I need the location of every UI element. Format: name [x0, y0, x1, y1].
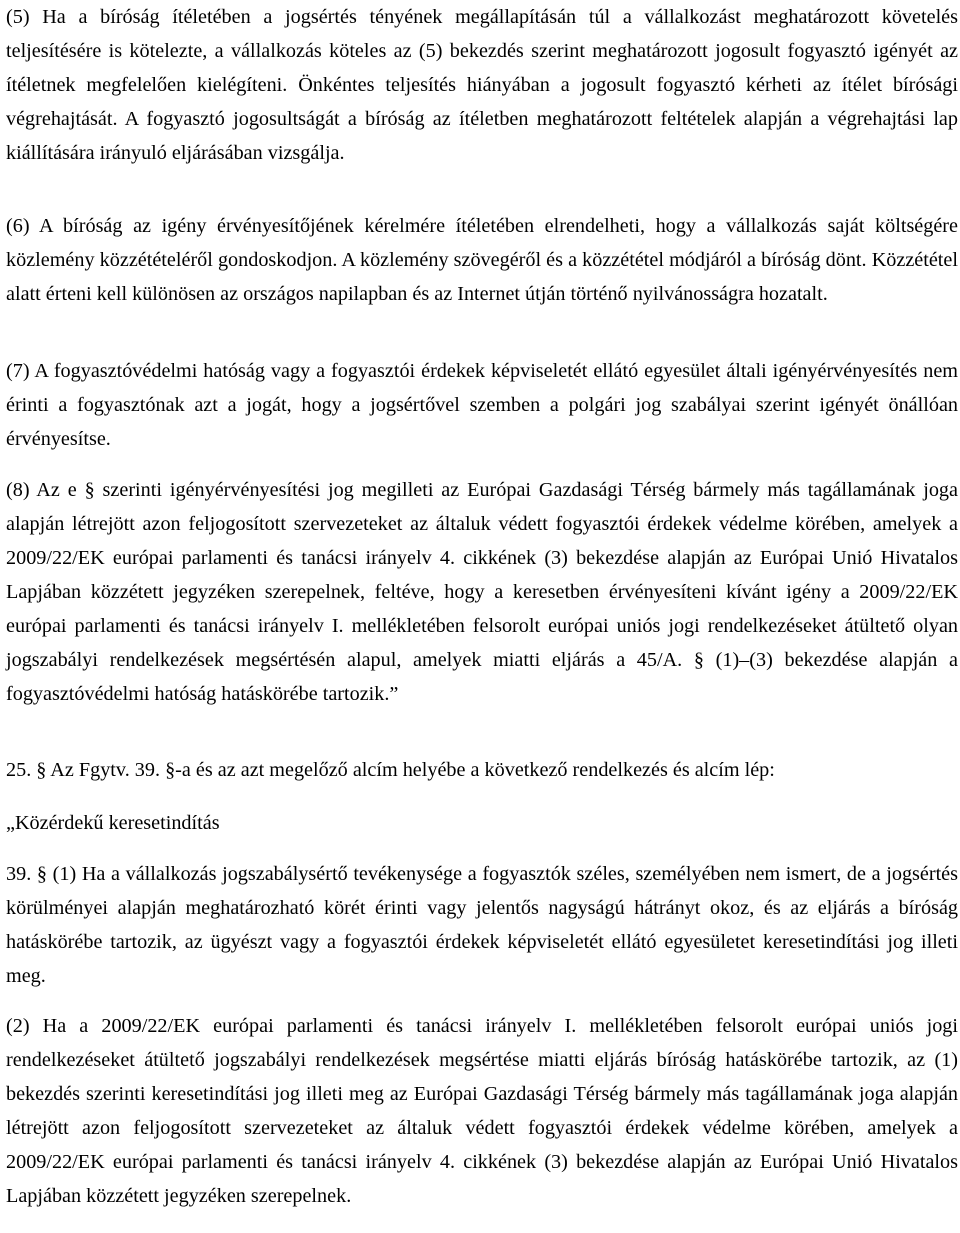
section-25-amendment: 25. § Az Fgytv. 39. §-a és az azt megelőző alcím helyébe a következő rendelkezés és alcím lép: [6, 759, 775, 781]
paragraph-5: (5) Ha a bíróság ítéletében a jogsértés tényének megállapításán túl a vállalkozást meghatározott követelés teljesítésére is kötelezte, a vállalkozás köteles az (5) bekezdés szerint meghatározott jogosult fogyasztó igényét az ítéletnek megfelelően kielégíteni. Önkéntes teljesítés hiányában a jogosult fogyasztó kérheti az ítélet bírósági végrehajtását. A fogyasztó jogosultságát a bíróság az ítéletben meghatározott feltételek alapján a végrehajtási lap kiállítására irányuló eljárásában vizsgálja. [6, 6, 958, 164]
section-39-paragraph-2: (2) Ha a 2009/22/EK európai parlamenti és tanácsi irányelv I. mellékletében felsorolt európai uniós jogi rendelkezéseket átültető jogszabályi rendelkezések megsértése miatti eljárás bíróság hatáskörébe tartozik, az (1) bekezdés szerinti keresetindítási jog illeti meg az Európai Gazdasági Térség bármely más tagállamának joga alapján létrejött azon feljogosított szervezeteket az általuk védett fogyasztói érdekek védelme körében, amelyek a 2009/22/EK európai parlamenti és tanácsi irányelv 4. cikkének (3) bekezdése alapján az Európai Unió Hivatalos Lapjában közzétett jegyzéken szerepelnek. [6, 1015, 958, 1207]
paragraph-7: (7) A fogyasztóvédelmi hatóság vagy a fogyasztói érdekek képviseletét ellátó egyesület általi igényérvényesítés nem érinti a fogyasztónak azt a jogát, hogy a jogsértővel szemben a polgári jog szabályai szerint igényét önállóan érvényesítse. [6, 360, 958, 450]
subtitle-heading: „Közérdekű keresetindítás [6, 812, 220, 834]
section-39-paragraph-1: 39. § (1) Ha a vállalkozás jogszabálysértő tevékenysége a fogyasztók széles, személyében nem ismert, de a jogsértés körülményei alapján meghatározható körét érinti vagy jelentős nagyságú hátrányt okoz, és az eljárás a bíróság hatáskörébe tartozik, az ügyészt vagy a fogyasztói érdekek képviseletét ellátó egyesületet keresetindítási jog illeti meg. [6, 863, 958, 987]
paragraph-8: (8) Az e § szerinti igényérvényesítési jog megilleti az Európai Gazdasági Térség bármely más tagállamának joga alapján létrejött azon feljogosított szervezeteket az általuk védett fogyasztói érdekek védelme körében, amelyek a 2009/22/EK európai parlamenti és tanácsi irányelv 4. cikkének (3) bekezdése alapján az Európai Unió Hivatalos Lapjában közzétett jegyzéken szerepelnek, feltéve, hogy a keresetben érvényesíteni kívánt igény a 2009/22/EK európai parlamenti és tanácsi irányelv I. mellékletében felsorolt európai uniós jogi rendelkezéseket átültető olyan jogszabályi rendelkezések megsértésén alapul, amelyek miatti eljárás a 45/A. § (1)–(3) bekezdése alapján a fogyasztóvédelmi hatóság hatáskörébe tartozik.” [6, 479, 958, 705]
paragraph-6: (6) A bíróság az igény érvényesítőjének kérelmére ítéletében elrendelheti, hogy a vállalkozás saját költségére közlemény közzétételéről gondoskodjon. A közlemény szövegéről és a közzététel módjáról a bíróság dönt. Közzététel alatt érteni kell különösen az országos napilapban és az Internet útján történő nyilvánosságra hozatalt. [6, 215, 958, 305]
